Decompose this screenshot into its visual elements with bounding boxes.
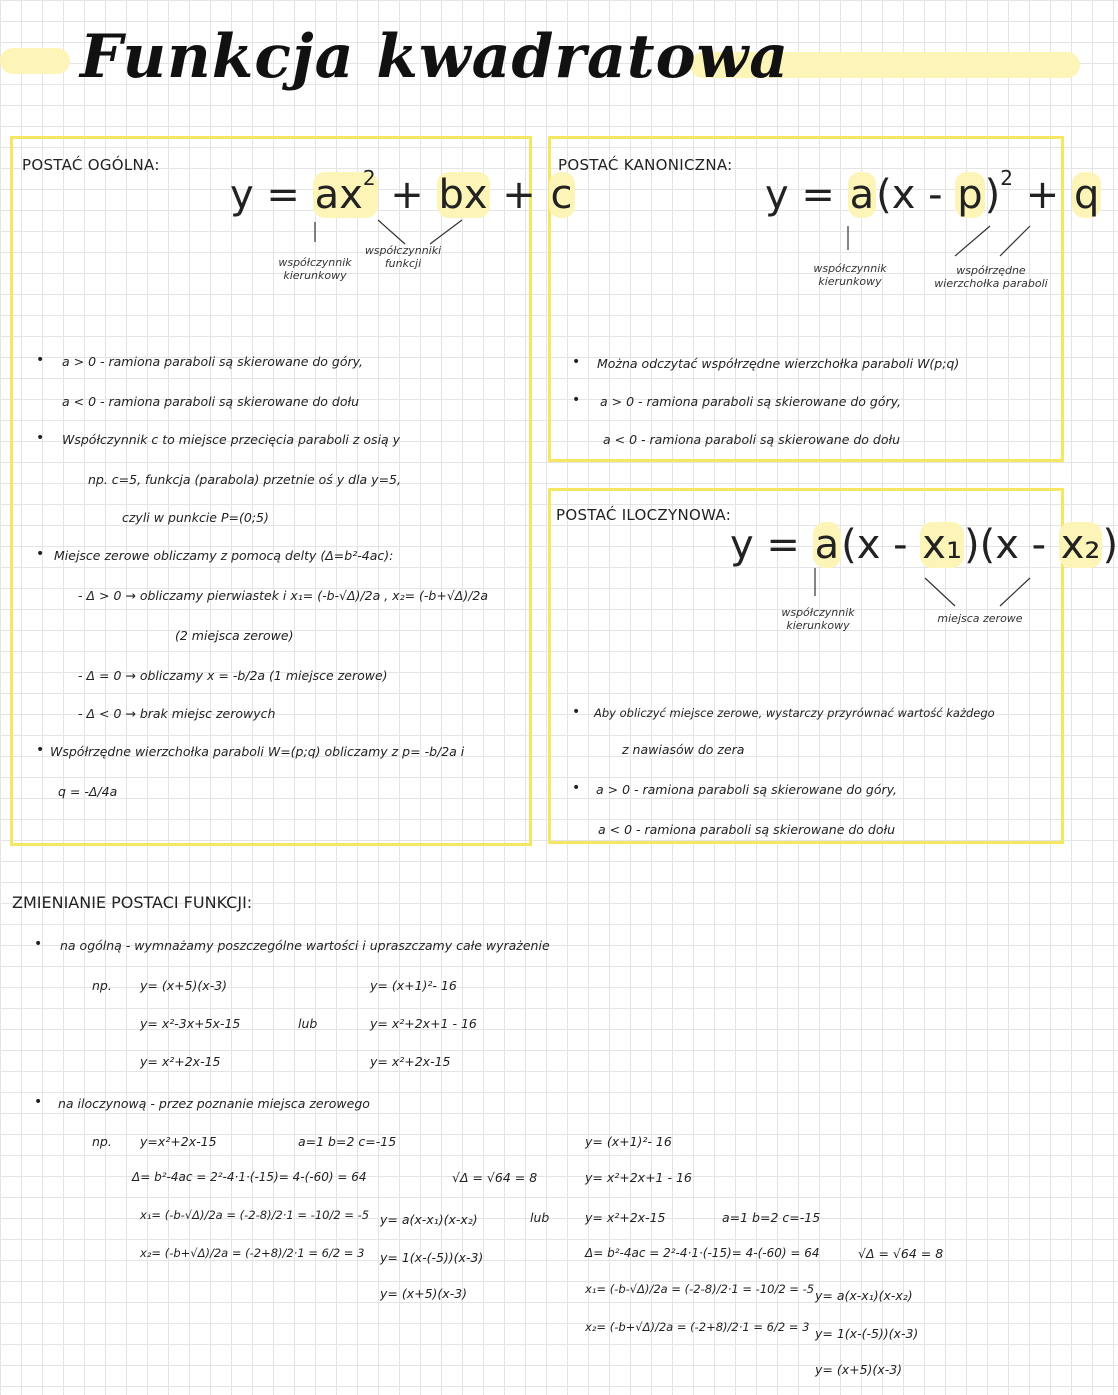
general-note-3: Współczynnik c to miejsce przecięcia paraboli z osią y [62, 432, 401, 447]
label-leading-coefficient: współczynnik kierunkowy [813, 262, 887, 288]
general-example1-line3: y= x²+2x-15 [140, 1054, 221, 1069]
product-example2-x1: x₁= (-b-√Δ)/2a = (-2-8)/2·1 = -10/2 = -5 [585, 1282, 815, 1296]
canonical-formula: y = a(x - p)$^2$ + q [765, 166, 1100, 218]
product-example1-res3: y= (x+5)(x-3) [380, 1286, 468, 1301]
formula-term-c: c [550, 172, 573, 218]
to-general-line: na ogólną - wymnażamy poszczególne wartości i upraszczamy całe wyrażenie [60, 938, 550, 953]
formula-term-q: q [1073, 172, 1100, 218]
bullet: • [572, 392, 581, 408]
general-note-12: q = -Δ/4a [58, 784, 118, 799]
general-example1-line2: y= x²-3x+5x-15 [140, 1016, 241, 1031]
title-highlight-left [0, 48, 70, 74]
formula-term-x2: x₂ [1060, 522, 1101, 568]
product-note-2: z nawiasów do zera [622, 742, 745, 757]
product-example1-delta: Δ= b²-4ac = 2²-4·1·(-15)= 4-(-60) = 64 [132, 1170, 367, 1184]
product-example1-x1: x₁= (-b-√Δ)/2a = (-2-8)/2·1 = -10/2 = -5 [140, 1208, 370, 1222]
bullet: • [36, 352, 45, 368]
np-label: np. [92, 978, 112, 993]
page-title: Funkcja kwadratowa [80, 22, 790, 92]
general-example2-line3: y= x²+2x-15 [370, 1054, 451, 1069]
product-example2-res2: y= 1(x-(-5))(x-3) [815, 1326, 919, 1341]
formula-term-b: bx [438, 172, 488, 218]
product-formula: y = a(x - x₁)(x - x₂) [730, 522, 1118, 568]
product-note-3: a > 0 - ramiona paraboli są skierowane do góry, [596, 782, 898, 797]
product-example2-res3: y= (x+5)(x-3) [815, 1362, 903, 1377]
general-example1-line1: y= (x+5)(x-3) [140, 978, 228, 993]
canonical-note-3: a < 0 - ramiona paraboli są skierowane do dołu [603, 432, 901, 447]
general-note-11: Współrzędne wierzchołka paraboli W=(p;q) obliczamy z p= -b/2a i [50, 744, 465, 759]
product-form-header: POSTAĆ ILOCZYNOWA: [556, 506, 732, 524]
general-note-2: a < 0 - ramiona paraboli są skierowane do dołu [62, 394, 360, 409]
general-note-4: np. c=5, funkcja (parabola) przetnie oś y dla y=5, [88, 472, 401, 487]
general-note-7: - Δ > 0 → obliczamy pierwiastek i x₁= (-b-√Δ)/2a , x₂= (-b+√Δ)/2a [78, 588, 489, 603]
product-example2-res1: y= a(x-x₁)(x-x₂) [815, 1288, 913, 1303]
product-example1-res1: y= a(x-x₁)(x-x₂) [380, 1212, 478, 1227]
formula-term-a: $ax^2$ [314, 166, 376, 218]
general-note-5: czyli w punkcie P=(0;5) [122, 510, 269, 525]
formula-y: y = [230, 172, 313, 218]
product-example2-line3: y= x²+2x-15 [585, 1210, 666, 1225]
to-product-line: na iloczynową - przez poznanie miejsca zerowego [58, 1096, 370, 1111]
bullet: • [36, 742, 45, 758]
changing-forms-header: ZMIENIANIE POSTACI FUNKCJI: [12, 893, 253, 912]
general-note-10: - Δ < 0 → brak miejsc zerowych [78, 706, 276, 721]
general-formula: $y = ax^2$ + bx + c [230, 166, 573, 218]
bullet: • [34, 936, 43, 952]
lub-label: lub [298, 1016, 318, 1031]
bullet: • [572, 354, 581, 370]
lub-label: lub [530, 1210, 550, 1225]
label-function-coefficients: współczynniki funkcji [364, 244, 442, 270]
formula-term-p: p [957, 172, 983, 218]
product-example1-coef: a=1 b=2 c=-15 [298, 1134, 397, 1149]
general-note-6: Miejsce zerowe obliczamy z pomocą delty (Δ=b²-4ac): [54, 548, 394, 563]
label-vertex-coordinates: współrzędne wierzchołka paraboli [934, 264, 1048, 290]
formula-term-a: a [849, 172, 875, 218]
product-example1-start: y=x²+2x-15 [140, 1134, 217, 1149]
general-example2-line1: y= (x+1)²- 16 [370, 978, 457, 993]
product-example1-x2: x₂= (-b+√Δ)/2a = (-2+8)/2·1 = 6/2 = 3 [140, 1246, 365, 1260]
label-leading-coefficient: współczynnik kierunkowy [278, 256, 352, 282]
bullet: • [572, 704, 581, 720]
general-form-header: POSTAĆ OGÓLNA: [22, 156, 160, 174]
general-form-box [10, 136, 532, 846]
bullet: • [36, 546, 45, 562]
formula-term-x1: x₁ [922, 522, 962, 568]
product-example2-line1: y= (x+1)²- 16 [585, 1134, 672, 1149]
general-note-8: (2 miejsca zerowe) [175, 628, 294, 643]
np-label: np. [92, 1134, 112, 1149]
canonical-note-2: a > 0 - ramiona paraboli są skierowane do góry, [600, 394, 902, 409]
product-example2-delta: Δ= b²-4ac = 2²-4·1·(-15)= 4-(-60) = 64 [585, 1246, 820, 1260]
product-example1-res2: y= 1(x-(-5))(x-3) [380, 1250, 484, 1265]
canonical-form-header: POSTAĆ KANONICZNA: [558, 156, 733, 174]
label-leading-coefficient: współczynnik kierunkowy [781, 606, 855, 632]
product-note-1: Aby obliczyć miejsce zerowe, wystarczy przyrównać wartość każdego [594, 706, 995, 720]
product-example2-line2: y= x²+2x+1 - 16 [585, 1170, 692, 1185]
label-zeros: miejsca zerowe [937, 612, 1023, 625]
general-note-9: - Δ = 0 → obliczamy x = -b/2a (1 miejsce zerowe) [78, 668, 388, 683]
bullet: • [572, 780, 581, 796]
product-example2-sqrt: √Δ = √64 = 8 [858, 1246, 944, 1261]
product-example2-coef: a=1 b=2 c=-15 [722, 1210, 821, 1225]
bullet: • [36, 430, 45, 446]
canonical-note-1: Można odczytać współrzędne wierzchołka paraboli W(p;q) [597, 356, 960, 371]
general-example2-line2: y= x²+2x+1 - 16 [370, 1016, 477, 1031]
product-example2-x2: x₂= (-b+√Δ)/2a = (-2+8)/2·1 = 6/2 = 3 [585, 1320, 810, 1334]
bullet: • [34, 1094, 43, 1110]
general-note-1: a > 0 - ramiona paraboli są skierowane do góry, [62, 354, 364, 369]
formula-term-a: a [814, 522, 840, 568]
product-note-4: a < 0 - ramiona paraboli są skierowane do dołu [598, 822, 896, 837]
product-example1-sqrt: √Δ = √64 = 8 [452, 1170, 538, 1185]
